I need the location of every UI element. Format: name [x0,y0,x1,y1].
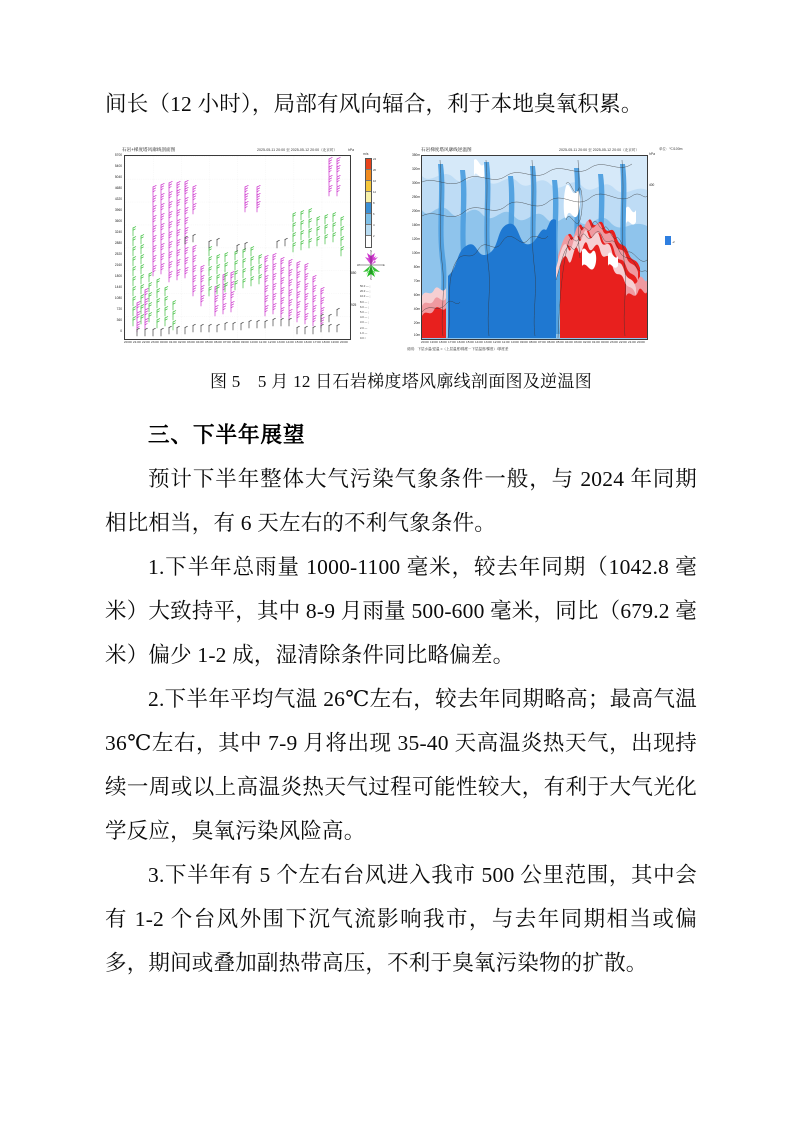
chart-wind-profile-title: 石岩+梯度塔风廓线剖面图 [122,147,176,152]
chart-inversion-title: 石岩梯度塔风廓线逆温图 [421,147,472,152]
chart-wind-profile-colorbar-unit: m/s [363,152,369,156]
chart-wind-profile: 石岩+梯度塔风廓线剖面图 2025-05-11 20:00 至 2025-05-12 20:00（北京时） hPa 5700 5400 5040 4680 4320 3960 3600 3240 2880 2520 2160 1800 1440 1080 720 360 0 20:00 21:00 22:00 23:00 00:00 01:00 02:00 03:00 04:00 05:00 06:00 07:00 08:00 09:00 10:00 11:00 12:00 13:00 14:00 15:00 16:00 17:00 18:00 19:00 20:00 850 925 24 20 16 12 8 6 4 2 m/s N S E W 50.0 —⋮ 20.0 —⋮ 10.0 —⋮ 8.0 —⋮ 6.0 —⋮ 5.0 —⋮ 4.0 —⋮ 3.0 —⋮ 2.0 — 1.0 — 0.0 ○ [105,144,390,359]
chart-inversion-right-400: 400 [649,183,655,187]
chart-wind-profile-timestamp: 2025-05-11 20:00 至 2025-05-12 20:00（北京时） [257,148,338,152]
figure-caption: 图 5 5 月 12 日石岩梯度塔风廓线剖面图及逆温图 [209,372,593,391]
chart-inversion-timestamp: 2025-05-11 20:00 至 2025-05-12 20:00（北京时） [559,148,640,152]
chart-inversion-legend-swatch [665,236,671,245]
paragraph-item-2: 2.下半年平均气温 26℃左右，较去年同期略高；最高气温 36℃左右，其中 7-9 月将出现 35-40 天高温炎热天气，出现持续一周或以上高温炎热天气过程可能性较大，有利于大气光化学反应，臭氧污染风险高。 [105,687,697,843]
svg-text:E: E [383,264,385,267]
chart-wind-profile-colorbar-ticks: 24 20 16 12 8 6 4 2 [373,157,377,238]
inversion-contour-field [422,156,647,339]
chart-inversion-legend-label: -2 [672,240,675,244]
figure-charts-row [105,144,697,359]
chart-wind-profile-barb-key: 50.0 —⋮ 20.0 —⋮ 10.0 —⋮ 8.0 —⋮ 6.0 —⋮ 5.0 —⋮ 4.0 —⋮ 3.0 —⋮ 2.0 — 1.0 — 0.0 ○ [360,285,372,341]
chart-inversion-unit-hpa: hPa [649,152,656,156]
svg-text:N: N [370,250,372,253]
paragraph-item-1: 1.下半年总雨量 1000-1100 毫米，较去年同期（1042.8 毫米）大致持平，其中 8-9 月雨量 500-600 毫米，同比（679.2 毫米）偏少 1-2 成，湿清除条件同比略偏差。 [105,555,697,667]
chart-wind-profile-plot [124,155,351,340]
wind-rose-icon [357,250,385,280]
paragraph-continuation: 间长（12 小时），局部有风向辐合，利于本地臭氧积累。 [105,92,643,116]
figure-5 [105,144,697,395]
section-heading-outlook: 三、下半年展望 [148,423,306,447]
chart-wind-profile-right-925: 925 [351,303,357,307]
page-content [105,82,697,985]
svg-text:S: S [370,278,372,280]
chart-wind-profile-colorbar [365,158,372,248]
chart-inversion-footnote: 说明：下层水温/逆温 =（上层温度/梯度－下层温度/梯度）/厚度差 [407,347,509,351]
chart-wind-profile-unit: hPa [348,148,355,152]
wind-barb-field [125,156,350,339]
paragraph-outlook-intro: 预计下半年整体大气污染气象条件一般，与 2024 年同期相比相当，有 6 天左右的不利气象条件。 [105,467,697,535]
svg-text:W: W [357,264,360,267]
chart-wind-profile-right-850: 850 [351,271,357,275]
paragraph-item-3: 3.下半年有 5 个左右台风进入我市 500 公里范围，其中会有 1-2 个台风外围下沉气流影响我市，与去年同期相当或偏多，期间或叠加副热带高压，不利于臭氧污染物的扩散。 [105,863,697,975]
chart-inversion-plot [421,155,648,340]
chart-inversion-unit-note: 单位：℃/100m [659,147,683,151]
chart-inversion: 石岩梯度塔风廓线逆温图 2025-05-11 20:00 至 2025-05-12 20:00（北京时） hPa 单位：℃/100m 350m 320m 300m 250m 200m 160m 120m 100m 80m 70m 60m 40m 20m 10m 20:00 19:00 18:00 17:00 16:00 15:00 14:00 13:00 12:00 11:00 10:00 09:00 08:00 07:00 06:00 05:00 04:00 03:00 02:00 01:00 00:00 23:00 22:00 21:00 20:00 400 -2 说明：下层水温/逆温 =（上层温度/梯度－下层温度/梯度）/厚度差 [407,144,697,359]
